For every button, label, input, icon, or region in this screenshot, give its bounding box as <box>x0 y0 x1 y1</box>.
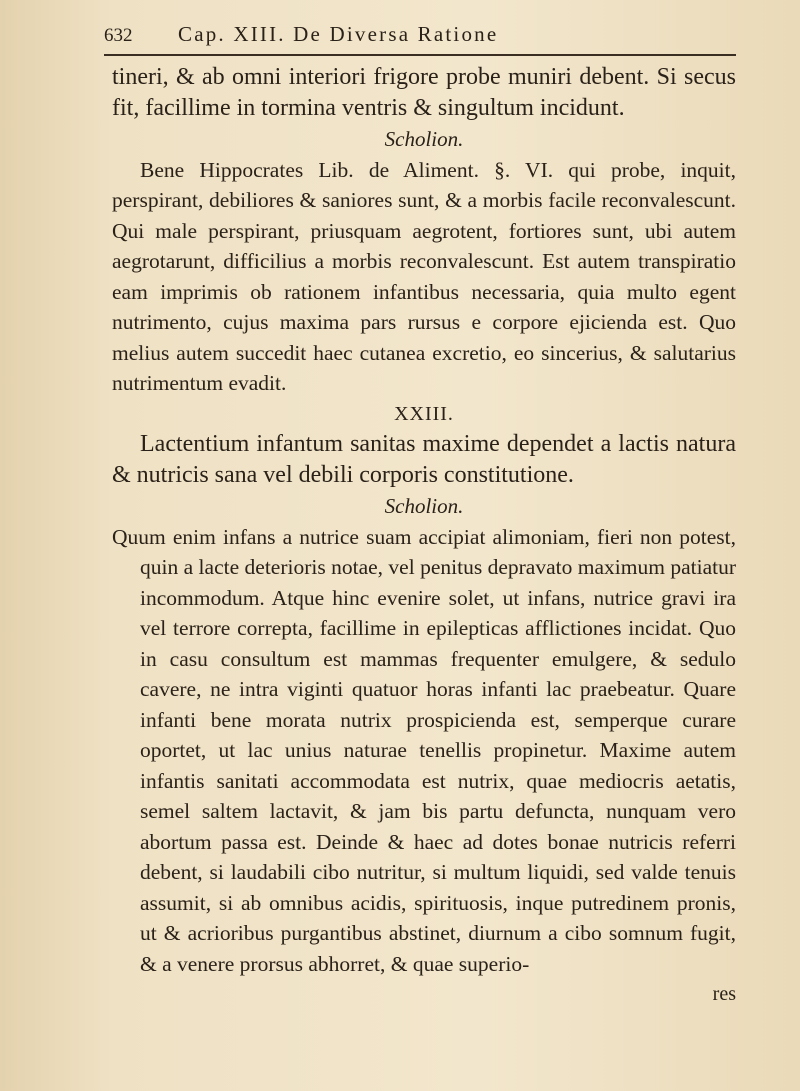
scholion-paragraph-2: Quum enim infans a nutrice suam accipiat alimoniam, fieri non potest, quin a lacte deterioris notae, vel penitus depravato maximum patiatur incommodum. Atque hinc evenire solet, ut infans, nutrice gravi ira vel terrore correpta, facillime in epilepticas afflictiones incidat. Quo in casu consultum est mammas frequenter emulgere, & sedulo cavere, ne intra viginti quatuor horas infanti lac praebeatur. Quare infanti bene morata nutrix prospicienda est, semperque curare oportet, ut lac unius naturae tenellis propinetur. Maxime autem infantis sanitati accommodata est nutrix, quae mediocris aetatis, semel saltem lactavit, & jam bis partu defuncta, nunquam vero abortum passa est. Deinde & haec ad dotes bonae nutricis referri debent, si laudabili cibo nutritur, si multum liquidi, sed valde tenuis assumit, si ab omnibus acidis, spirituosis, inque putredinem pronis, ut & acrioribus purgantibus abstinet, diurnum a cibo somnum fugit, & a venere prorsus abhorret, & quae superio- <box>112 524 736 976</box>
running-head: Cap. XIII. De Diversa Ratione <box>178 22 499 46</box>
scholion-paragraph-1: Bene Hippocrates Lib. de Aliment. §. VI. qui probe, inquit, perspirant, debiliores & saniores sunt, & a morbis facile reconvalescunt. Qui male perspirant, priusquam aegrotent, fortiores sunt, ubi autem aegrotarunt, difficilius a morbis reconvalescunt. Est autem transpiratio eam imprimis ob rationem infantibus necessaria, quia multo egent nutrimento, cujus maxima pars rursus e corpore ejicienda est. Quo melius autem succedit haec cutanea excretio, eo sincerius, & salutarius nutrimentum evadit. <box>112 157 736 395</box>
section-numeral: XXIII. <box>394 402 454 425</box>
scholion-heading-1: Scholion. <box>384 127 464 151</box>
scholion-heading-2: Scholion. <box>384 494 464 518</box>
body-text <box>112 62 736 1010</box>
aphorism-paragraph: Lactentium infantum sanitas maxime dependet a lactis natura & nutricis sana vel debili corporis constitutione. <box>112 431 736 488</box>
catchword: res <box>712 983 736 1005</box>
page-header <box>104 22 736 56</box>
page-number: 632 <box>104 25 133 46</box>
paragraph-continuation: tineri, & ab omni interiori frigore probe muniri debent. Si secus fit, facillime in tormina ventris & singultum incidunt. <box>112 64 736 121</box>
